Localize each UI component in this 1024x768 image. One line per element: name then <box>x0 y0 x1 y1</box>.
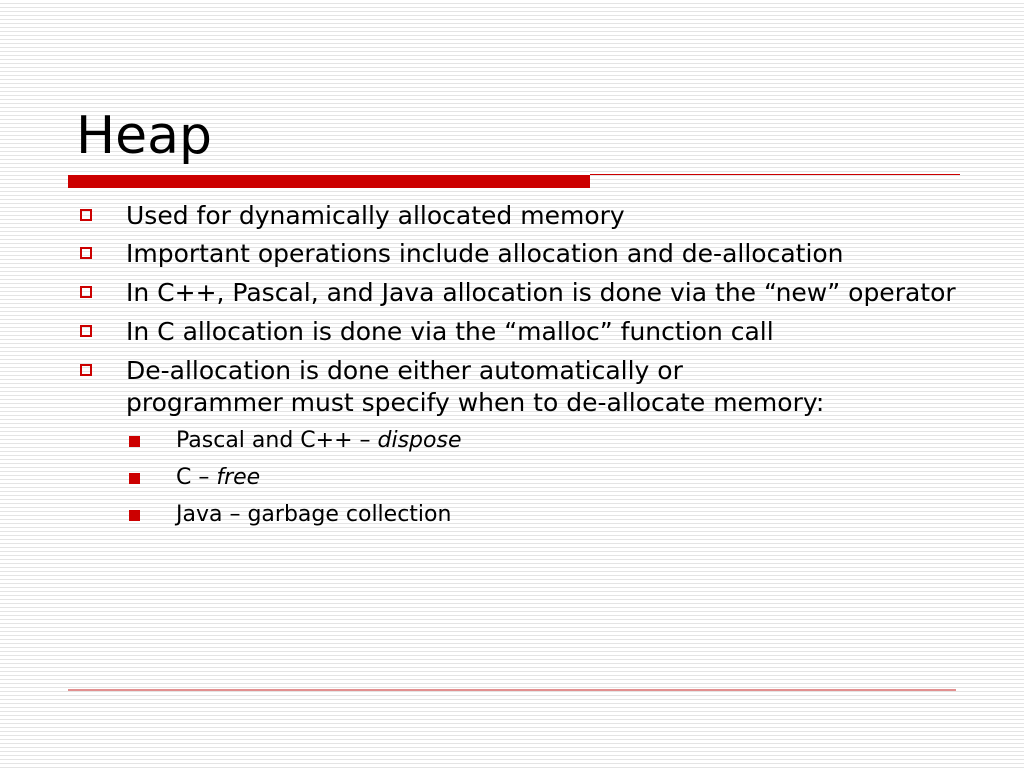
hollow-square-bullet-icon <box>80 364 92 376</box>
bullet-item <box>76 277 976 309</box>
bullet-text: In C allocation is done via the “malloc” function call <box>126 317 774 346</box>
filled-square-bullet-icon <box>129 436 140 447</box>
filled-square-bullet-icon <box>129 473 140 484</box>
bullet-text: Used for dynamically allocated memory <box>126 201 625 230</box>
sub-bullet-text: Java – garbage collection <box>176 502 452 527</box>
hollow-square-bullet-icon <box>80 247 92 259</box>
sub-bullet-item <box>76 500 976 530</box>
hollow-square-bullet-icon <box>80 325 92 337</box>
sub-bullet-text: C – <box>176 465 217 490</box>
bullet-text: De-allocation is done either automatically or programmer must specify when to de-allocate memory: <box>126 356 825 417</box>
sub-bullet-item <box>76 463 976 493</box>
sub-bullet-text: Pascal and C++ – <box>176 428 378 453</box>
bullet-text: In C++, Pascal, and Java allocation is done via the “new” operator <box>126 278 956 307</box>
slide-title: Heap <box>76 106 212 166</box>
hollow-square-bullet-icon <box>80 286 92 298</box>
bullet-item <box>76 238 871 270</box>
bullet-list <box>76 200 976 537</box>
hollow-square-bullet-icon <box>80 209 92 221</box>
sub-bullet-emphasis: dispose <box>377 428 462 453</box>
bullet-item <box>76 316 976 348</box>
filled-square-bullet-icon <box>129 510 140 521</box>
bullet-item <box>76 355 836 419</box>
sub-bullet-item <box>76 426 976 456</box>
sub-bullet-emphasis: free <box>216 465 261 490</box>
bullet-item <box>76 200 976 232</box>
bullet-text: Important operations include allocation and de-allocation <box>126 239 844 268</box>
title-underline <box>68 175 590 188</box>
footer-divider <box>68 689 956 691</box>
title-underline-thin <box>590 174 960 175</box>
